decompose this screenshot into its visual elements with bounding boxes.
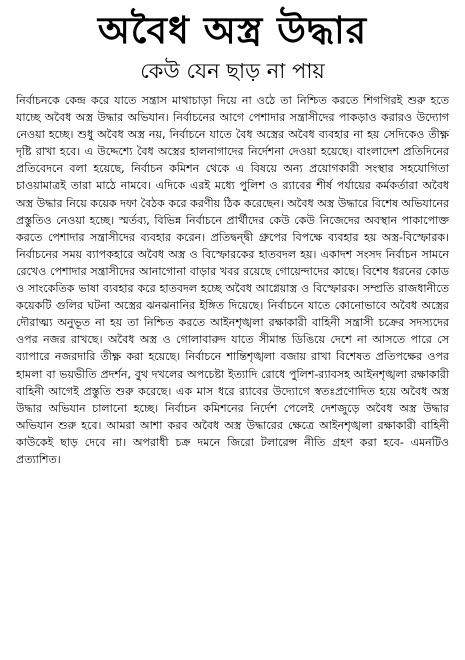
article-body [16, 92, 449, 652]
article-paragraph: নির্বাচনকে কেন্দ্র করে যাতে সন্ত্রাস মাথাচাড়া দিয়ে না ওঠে তা নিশ্চিত করতে শিগগিরই শুরু হতে যাচ্ছে অবৈধ অস্ত্র উদ্ধার অভিযান। নির্বাচনের আগে পেশাদার সন্ত্রাসীদের পাকড়াও করারও উদ্যোগ নেওয়া হচ্ছে। শুধু অবৈধ অস্ত্র নয়, নির্বাচনে যাতে বৈধ অস্ত্রের অবৈধ ব্যবহার না হয় সেদিকেও তীক্ষ্ণ দৃষ্টি রাখা হবে। এ উদ্দেশ্যে বৈধ অস্ত্রের হালনাগাদের নির্দেশনা দেওয়া হয়েছে। বাংলাদেশ প্রতিদিনের প্রতিবেদনে বলা হয়েছে, নির্বাচন কমিশন থেকে এ বিষয়ে অন্য প্রয়োগকারী সংস্থার সহযোগিতা চাওয়ামাত্রই তারা মাঠে নামবে। এদিকে এরই মধ্যে পুলিশ ও র‍্যাবের শীর্ষ পর্যায়ের কর্মকর্তারা অবৈধ অস্ত্র উদ্ধার নিয়ে কয়েক দফা বৈঠক করে করণীয় ঠিক করেছেন। অবৈধ অস্ত্র উদ্ধারে বিশেষ অভিযানের প্রস্তুতিও নেওয়া হচ্ছে। স্মর্তব্য, বিভিন্ন নির্বাচনে প্রার্থীদের কেউ কেউ নিজেদের অবস্থান পাকাপোক্ত করতে পেশাদার সন্ত্রাসীদের ব্যবহার করেন। প্রতিদ্বন্দ্বী গ্রুপের বিপক্ষে ব্যবহার হয় অস্ত্র-বিস্ফোরক। নির্বাচনের সময় ব্যাপকহারে অবৈধ অস্ত্র ও বিস্ফোরকের হাতবদল হয়। একাদশ সংসদ নির্বাচন সামনে রেখেও পেশাদার সন্ত্রাসীদের আনাগোনা বাড়ার খবর রয়েছে গোয়েন্দাদের কাছে। বিশেষ ধরনের কোড ও সাংকেতিক ভাষা ব্যবহার করে হাতবদল হচ্ছে অবৈধ আগ্নেয়াস্ত্র ও বিস্ফোরক। সম্প্রতি রাজধানীতে কয়েকটি গুলির ঘটনা অস্ত্রের ঝনঝনানির ইঙ্গিত দিয়েছে। নির্বাচনে যাতে কোনোভাবে অবৈধ অস্ত্রের দৌরাত্ম্য অনুভূত না হয় তা নিশ্চিত করতে আইনশৃঙ্খলা রক্ষাকারী বাহিনী সন্ত্রাসী চক্রের সদস্যদের ওপর নজর রাখছে। অবৈধ অস্ত্র ও গোলাবারুদ যাতে সীমান্ত ডিঙিয়ে দেশে না আসতে পারে সে ব্যাপারে নজরদারি তীক্ষ্ণ করা হয়েছে। নির্বাচনে শান্তিশৃঙ্খলা বজায় রাখা বিশেষত প্রতিপক্ষের ওপর হামলা বা ভয়ভীতি প্রদর্শন, বুথ দখলের অপচেষ্টা ইত্যাদি রোধে পুলিশ-র‍্যাবসহ আইনশৃঙ্খলা রক্ষাকারী বাহিনী আগেই প্রস্তুতি শুরু করেছে। এক মাস ধরে র‍্যাবের উদ্যোগে স্বতঃপ্রণোদিত হয়ে অবৈধ অস্ত্র উদ্ধার অভিযান চালানো হচ্ছে। নির্বাচন কমিশনের নির্দেশ পেলেই দেশজুড়ে অবৈধ অস্ত্র উদ্ধার অভিযান শুরু হবে। আমরা আশা করব অবৈধ অস্ত্র উদ্ধারের ক্ষেত্রে আইনশৃঙ্খলা রক্ষাকারী বাহিনী কাউকেই ছাড় দেবে না। অপরাধী চক্র দমনে জিরো টলারেন্স নীতি গ্রহণ করা হবে- এমনটিও প্রত্যাশিত। [16, 94, 449, 466]
headline: অবৈধ অস্ত্র উদ্ধার [97, 9, 368, 52]
subheadline: কেউ যেন ছাড় না পায় [140, 59, 325, 83]
